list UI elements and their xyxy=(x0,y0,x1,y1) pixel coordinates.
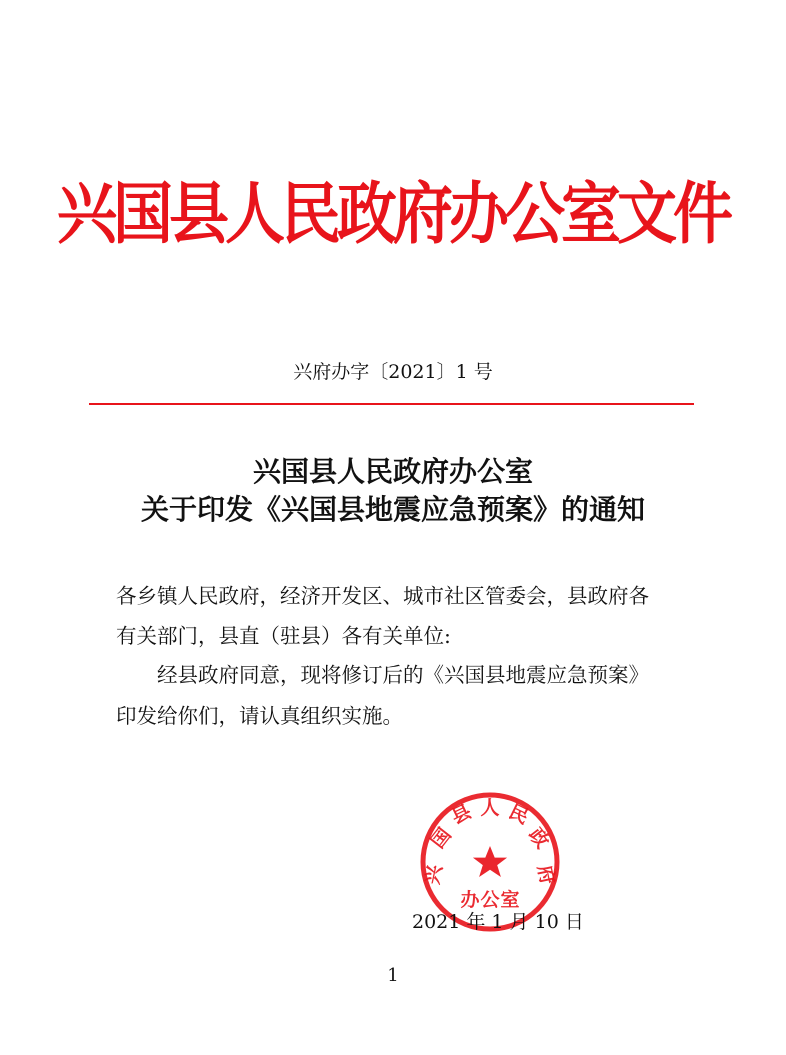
document-masthead: 兴国县人民政府办公室文件 xyxy=(57,175,729,254)
document-title-line-2: 关于印发《兴国县地震应急预案》的通知 xyxy=(140,493,645,526)
body-line-2: 有关部门，县直（驻县）各有关单位: xyxy=(116,624,451,648)
issue-date: 2021 年 1 月 10 日 xyxy=(412,911,584,933)
red-divider-line xyxy=(89,403,694,405)
svg-text:兴: 兴 xyxy=(421,863,447,887)
body-line-3: 经县政府同意，现将修订后的《兴国县地震应急预案》 xyxy=(116,663,649,687)
svg-text:公: 公 xyxy=(480,889,500,911)
svg-text:政: 政 xyxy=(524,824,554,853)
body-line-4: 印发给你们，请认真组织实施。 xyxy=(116,704,403,728)
document-title-line-1: 兴国县人民政府办公室 xyxy=(252,455,533,488)
svg-text:办: 办 xyxy=(460,889,480,911)
svg-text:国: 国 xyxy=(426,824,456,853)
svg-text:人: 人 xyxy=(480,797,500,819)
svg-text:室: 室 xyxy=(500,889,520,911)
svg-text:府: 府 xyxy=(533,863,559,887)
body-line-1: 各乡镇人民政府，经济开发区、城市社区管委会，县政府各 xyxy=(116,584,649,608)
page-number: 1 xyxy=(387,965,399,986)
svg-text:县: 县 xyxy=(448,800,475,829)
seal-star-icon xyxy=(473,846,507,877)
svg-text:民: 民 xyxy=(505,800,532,829)
document-number: 兴府办字〔2021〕1 号 xyxy=(293,361,493,383)
